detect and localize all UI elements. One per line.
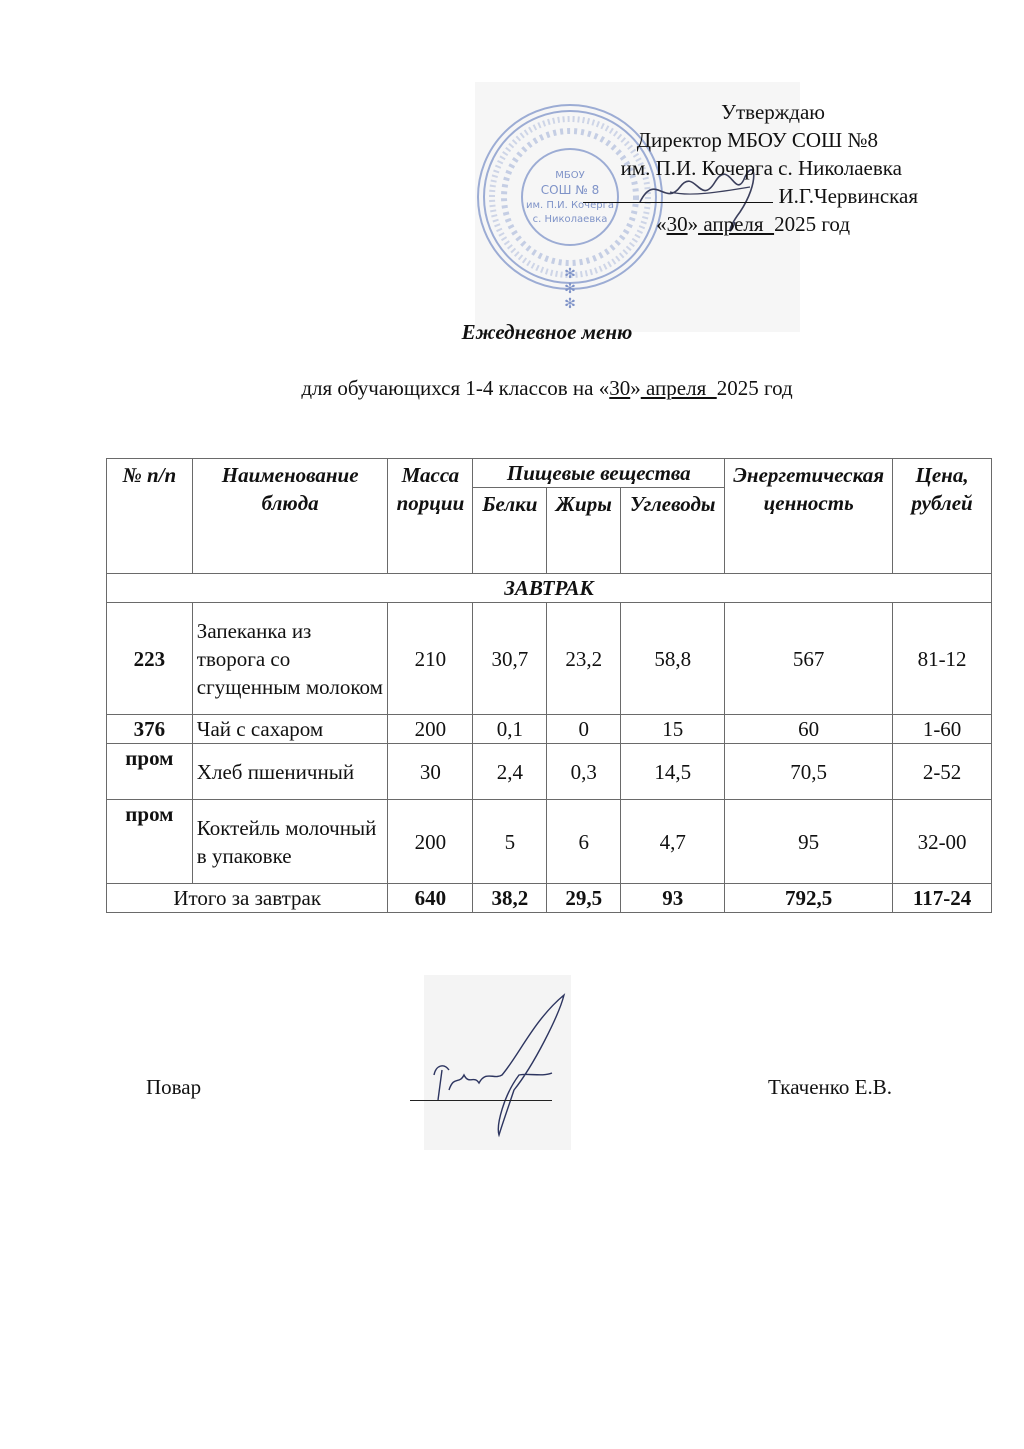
dish-fat: 23,2: [547, 603, 621, 715]
section-breakfast: ЗАВТРАК: [107, 574, 992, 603]
dish-mass: 200: [388, 800, 473, 884]
dish-code: пром: [107, 744, 193, 800]
signature-blank: [583, 184, 773, 203]
header-price: Цена, рублей: [893, 459, 992, 574]
dish-carbs: 14,5: [621, 744, 725, 800]
header-energy: Энергетическая ценность: [725, 459, 893, 574]
dish-energy: 60: [725, 715, 893, 744]
subtitle-year: 2025 год: [716, 376, 793, 400]
dish-carbs: 15: [621, 715, 725, 744]
approval-signatory: И.Г.Червинская: [778, 184, 918, 208]
dish-name: Запеканка из творога со сгущенным молоком: [192, 603, 388, 715]
svg-text:✻: ✻: [564, 281, 576, 297]
header-protein: Белки: [473, 488, 547, 574]
approval-block: [520, 98, 920, 238]
dish-mass: 210: [388, 603, 473, 715]
dish-carbs: 4,7: [621, 800, 725, 884]
cook-role: Повар: [146, 1075, 202, 1099]
total-row: [107, 884, 992, 913]
total-carbs: 93: [621, 884, 725, 913]
approval-signatory-line: [520, 182, 920, 210]
dish-name: Коктейль молочный в упаковке: [192, 800, 388, 884]
stamp-line-2: СОШ № 8: [540, 183, 600, 197]
dish-protein: 0,1: [473, 715, 547, 744]
approval-day: 30: [666, 212, 688, 236]
total-mass: 640: [388, 884, 473, 913]
approval-school: им. П.И. Кочерга с. Николаевка: [620, 156, 902, 180]
stamp-line-4: с. Николаевка: [532, 214, 608, 225]
approval-year: 2025 год: [774, 212, 850, 236]
total-protein: 38,2: [473, 884, 547, 913]
total-energy: 792,5: [725, 884, 893, 913]
dish-price: 32-00: [893, 800, 992, 884]
table-row: [107, 715, 992, 744]
dish-protein: 30,7: [473, 603, 547, 715]
cook-signature: [424, 975, 571, 1150]
dish-protein: 2,4: [473, 744, 547, 800]
total-label: Итого за завтрак: [107, 884, 388, 913]
approval-month: апреля: [698, 212, 775, 236]
dish-price: 81-12: [893, 603, 992, 715]
total-fat: 29,5: [547, 884, 621, 913]
dish-price: 1-60: [893, 715, 992, 744]
stamp-line-1: МБОУ: [555, 170, 585, 181]
subtitle-month: апреля: [640, 376, 717, 400]
svg-text:✻: ✻: [564, 296, 576, 312]
dish-price: 2-52: [893, 744, 992, 800]
dish-name: Чай с сахаром: [192, 715, 388, 744]
approval-heading: Утверждаю: [721, 100, 825, 124]
dish-code: 376: [107, 715, 193, 744]
dish-energy: 567: [725, 603, 893, 715]
page-title: Ежедневное меню: [461, 320, 633, 344]
table-row: [107, 603, 992, 715]
cook-name: Ткаченко Е.В.: [768, 1075, 893, 1099]
table-row: [107, 744, 992, 800]
approval-position: Директор МБОУ СОШ №8: [636, 128, 878, 152]
header-carbs: Углеводы: [621, 488, 725, 574]
subtitle-day: 30: [609, 376, 631, 400]
dish-energy: 95: [725, 800, 893, 884]
header-row: [107, 459, 992, 488]
page-subtitle: для обучающихся 1-4 классов на «30» апреля 2025 год: [301, 376, 793, 400]
approval-date: «30» апреля 2025 год: [656, 212, 850, 236]
dish-carbs: 58,8: [621, 603, 725, 715]
dish-fat: 0: [547, 715, 621, 744]
dish-energy: 70,5: [725, 744, 893, 800]
header-mass: Масса порции: [388, 459, 473, 574]
dish-fat: 6: [547, 800, 621, 884]
dish-mass: 200: [388, 715, 473, 744]
cook-signature-area: [424, 975, 571, 1150]
dish-fat: 0,3: [547, 744, 621, 800]
table-row: [107, 800, 992, 884]
section-row: [107, 574, 992, 603]
dish-name: Хлеб пшеничный: [192, 744, 388, 800]
cook-signature-line: [410, 1100, 552, 1101]
menu-table: [106, 458, 992, 913]
header-nutrients: Пищевые вещества: [473, 459, 725, 488]
svg-text:✻: ✻: [564, 266, 576, 282]
header-num: № п/п: [107, 459, 193, 574]
dish-protein: 5: [473, 800, 547, 884]
dish-mass: 30: [388, 744, 473, 800]
header-fat: Жиры: [547, 488, 621, 574]
dish-code: пром: [107, 800, 193, 884]
header-name: Наименование блюда: [192, 459, 388, 574]
stamp-line-3: им. П.И. Кочерга: [526, 200, 614, 211]
dish-code: 223: [107, 603, 193, 715]
total-price: 117-24: [893, 884, 992, 913]
